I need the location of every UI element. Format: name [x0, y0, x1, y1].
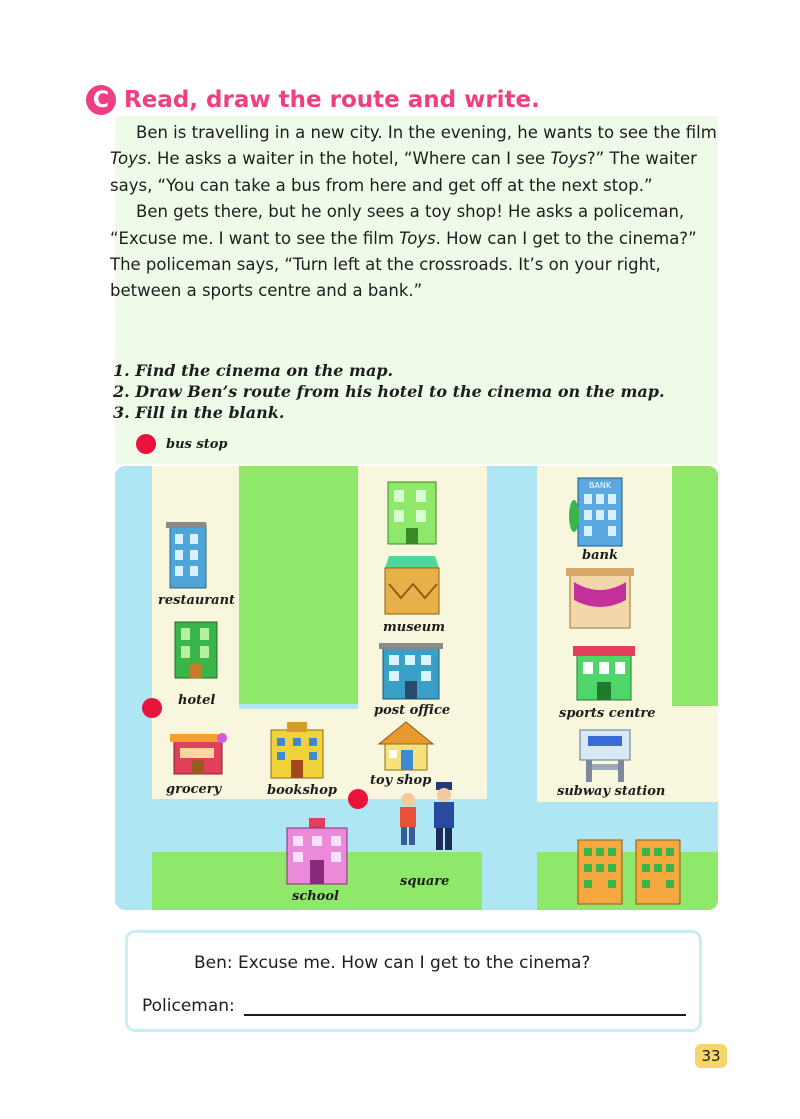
label-post-office: post office [374, 703, 451, 718]
section-title [86, 82, 540, 118]
label-bookshop: bookshop [267, 783, 337, 798]
toy-shop-icon [377, 720, 435, 772]
cinema-icon [566, 568, 634, 630]
label-school: school [292, 889, 339, 904]
school-icon [283, 818, 351, 886]
label-bank: bank [582, 548, 618, 563]
hotel-icon [173, 620, 219, 680]
bank-sign: BANK [588, 481, 612, 490]
label-subway-station: subway station [557, 784, 666, 799]
task-list [113, 360, 665, 423]
ben-figure-icon [393, 792, 423, 848]
label-toy-shop: toy shop [370, 773, 432, 788]
section-title-text: Read, draw the route and write. [124, 87, 540, 113]
label-restaurant: restaurant [158, 593, 236, 608]
answer-blank[interactable] [244, 1014, 686, 1016]
dialog-ben-line: Ben: Excuse me. How can I get to the cinema? [194, 953, 591, 973]
city-map[interactable] [115, 466, 718, 910]
map-legend [136, 434, 227, 454]
grocery-icon [170, 728, 230, 776]
label-museum: museum [383, 620, 446, 635]
label-grocery: grocery [166, 782, 222, 797]
story-text [110, 120, 722, 305]
subway-station-icon [576, 726, 634, 784]
policeman-icon [427, 782, 461, 852]
sports-centre-icon [573, 642, 635, 702]
bus-stop-icon [136, 434, 156, 454]
label-square: square [400, 874, 450, 889]
park-block [672, 466, 718, 706]
task-item: 3. Fill in the blank. [113, 403, 285, 422]
page-number: 33 [695, 1044, 727, 1068]
restaurant-icon [166, 520, 210, 590]
story-paragraph-2: Ben gets there, but he only sees a toy shop! He asks a policeman, “Excuse me. I want to see the film Toys. How can I get to the cinema?” The policeman says, “Turn left at the crossroads. It’s on your right, between a sports centre and a bank.” [110, 202, 697, 301]
dialog-policeman-label: Policeman: [142, 996, 235, 1016]
building-icon [384, 476, 440, 546]
dialog-box [125, 930, 702, 1032]
bookshop-icon [265, 720, 329, 780]
task-item: 1. Find the cinema on the map. [113, 361, 394, 380]
story-paragraph-1: Ben is travelling in a new city. In the evening, he wants to see the film Toys. He asks a waiter in the hotel, “Where can I see Toys?” The waiter says, “You can take a bus from here and get off at the next stop.” [110, 123, 717, 195]
apartment-buildings-icon [576, 838, 684, 906]
legend-label: bus stop [166, 436, 228, 452]
task-item: 2. Draw Ben’s route from his hotel to the cinema on the map. [113, 382, 665, 401]
park-block [239, 466, 358, 704]
block-beige [672, 706, 718, 802]
label-hotel: hotel [178, 693, 216, 708]
museum-icon [381, 554, 443, 616]
post-office-icon [379, 641, 443, 701]
bank-icon [568, 476, 628, 548]
bus-stop-marker[interactable] [142, 698, 162, 718]
label-sports-centre: sports centre [559, 706, 656, 721]
bus-stop-marker[interactable] [348, 789, 368, 809]
section-badge: C [86, 85, 116, 115]
